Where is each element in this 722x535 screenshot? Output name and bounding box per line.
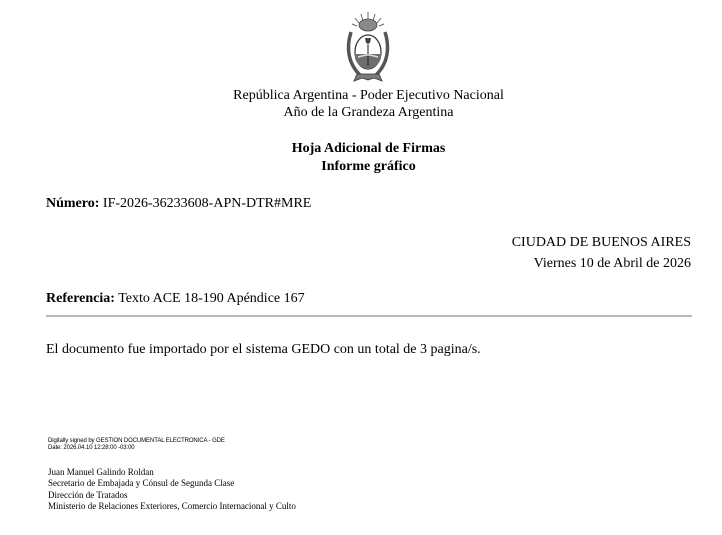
signer-unit: Dirección de Tratados [48,489,128,500]
place-date: Viernes 10 de Abril de 2026 [533,256,691,271]
coat-of-arms-icon [343,10,393,86]
digital-signature-block [48,438,225,452]
document-number [46,196,311,212]
digital-signed-by: Digitally signed by GESTION DOCUMENTAL ELECTRONICA - GDE [48,438,225,444]
document-number-label: Número: [46,196,100,211]
signer-name: Juan Manuel Galindo Roldan [48,467,154,477]
place-city: CIUDAD DE BUENOS AIRES [511,235,691,250]
digital-signature-date: Date: 2026.04.10 12:28:00 -03:00 [48,445,135,451]
document-number-value: IF-2026-36233608-APN-DTR#MRE [102,196,312,211]
signer-block [48,467,296,512]
signer-role: Secretario de Embajada y Cónsul de Segunda Clase [48,478,235,489]
reference [46,291,305,307]
header-year-motto: Año de la Grandeza Argentina [283,105,454,120]
body-text: El documento fue importado por el sistema GEDO con un total de 3 pagina/s. [46,342,481,357]
divider [46,315,692,317]
reference-value: Texto ACE 18-190 Apéndice 167 [118,291,305,306]
document-title: Hoja Adicional de Firmas [291,141,446,156]
signer-ministry: Ministerio de Relaciones Exteriores, Comercio Internacional y Culto [48,500,296,511]
header-republic: República Argentina - Poder Ejecutivo Nacional [233,88,504,103]
reference-label: Referencia: [46,291,115,306]
document-subtitle: Informe gráfico [321,159,416,174]
